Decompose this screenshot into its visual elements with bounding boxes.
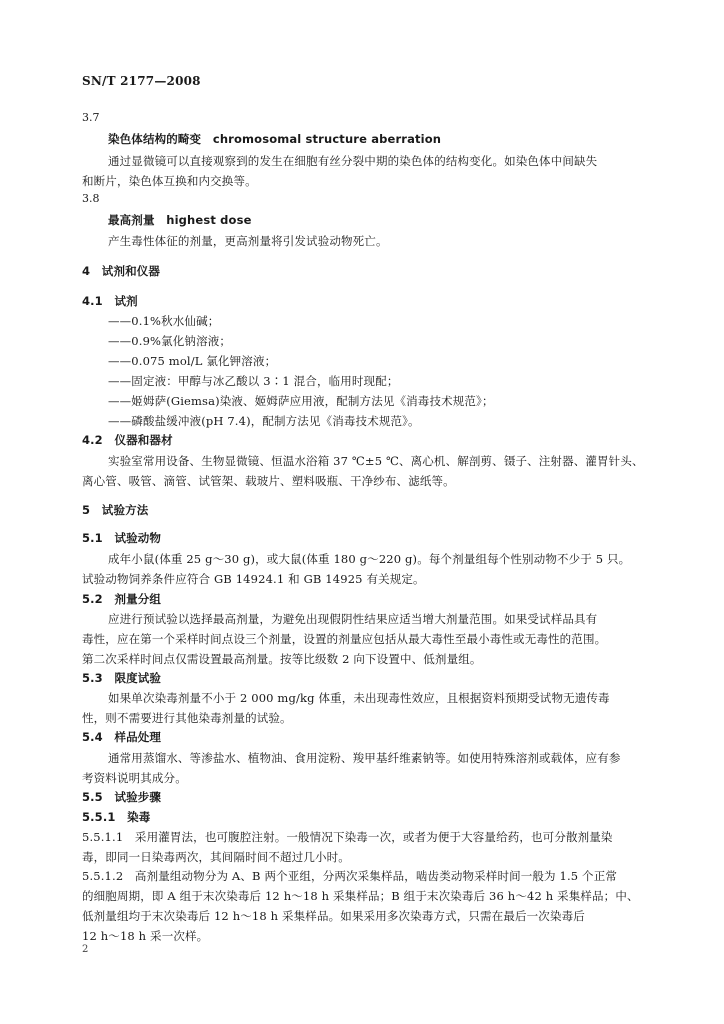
reagent-item: ——0.9%氯化钠溶液； (108, 334, 232, 348)
section-3-7-term: 染色体结构的畸变 chromosomal structure aberration (108, 132, 442, 146)
section-3-8-number: 3.8 (82, 192, 100, 205)
section-5-2-paragraph-line-1: 应进行预试验以选择最高剂量，为避免出现假阴性结果应适当增大剂量范围。如果受试样品具有 (108, 612, 598, 626)
reagent-item: ——磷酸盐缓冲液(pH 7.4)，配制方法见《消毒技术规范》。 (108, 414, 420, 428)
standard-number: SN/T 2177—2008 (82, 74, 201, 88)
section-5-5-1-1-line-1: 5.5.1.1 采用灌胃法，也可腹腔注射。一般情况下染毒一次，或者为便于大容量给药，也可分散剂量染 (82, 830, 613, 844)
section-3-7-definition-line-1: 通过显微镜可以直接观察到的发生在细胞有丝分裂中期的染色体的结构变化。如染色体中间缺失 (108, 154, 598, 168)
section-5-2-title: 5.2 剂量分组 (82, 592, 162, 606)
section-3-8-definition: 产生毒性体征的剂量，更高剂量将引发试验动物死亡。 (108, 234, 388, 248)
section-5-1-paragraph-line-1: 成年小鼠(体重 25 g～30 g)，或大鼠(体重 180 g～220 g)。每个剂量组每个性别动物不少于 5 只。 (108, 552, 631, 566)
section-4-title: 4 试剂和仪器 (82, 264, 161, 278)
section-5-3-paragraph-line-2: 性，则不需要进行其他染毒剂量的试验。 (82, 711, 292, 725)
reagent-item: ——0.1%秋水仙碱； (108, 314, 220, 328)
section-5-3-paragraph-line-1: 如果单次染毒剂量不小于 2 000 mg/kg 体重，未出现毒性效应，且根据资料预期受试物无遗传毒 (108, 691, 610, 705)
section-5-4-title: 5.4 样品处理 (82, 730, 162, 744)
section-5-4-paragraph-line-1: 通常用蒸馏水、等渗盐水、植物油、食用淀粉、羧甲基纤维素钠等。如使用特殊溶剂或载体，应有参 (108, 751, 621, 765)
section-5-2-paragraph-line-2: 毒性，应在第一个采样时间点设三个剂量，设置的剂量应包括从最大毒性至最小毒性或无毒性的范围。 (82, 632, 607, 646)
section-4-2-title: 4.2 仪器和器材 (82, 433, 173, 447)
section-5-4-paragraph-line-2: 考资料说明其成分。 (82, 771, 187, 785)
section-4-2-paragraph-line-1: 实验室常用设备、生物显微镜、恒温水浴箱 37 ℃±5 ℃、离心机、解剖剪、镊子、注射器、灌胃针头、 (108, 454, 644, 468)
section-5-5-1-2-line-2: 的细胞周期，即 A 组于末次染毒后 12 h～18 h 采集样品；B 组于末次染毒后 36 h～42 h 采集样品；中、 (82, 889, 639, 903)
section-4-1-title: 4.1 试剂 (82, 294, 138, 308)
section-3-7-number: 3.7 (82, 111, 100, 124)
section-5-5-1-1-line-2: 毒，即同一日染毒两次，其间隔时间不超过几小时。 (82, 850, 350, 864)
section-5-5-title: 5.5 试验步骤 (82, 790, 162, 804)
section-5-2-paragraph-line-3: 第二次采样时间点仅需设置最高剂量。按等比级数 2 向下设置中、低剂量组。 (82, 652, 482, 666)
section-5-1-title: 5.1 试验动物 (82, 531, 162, 545)
section-5-5-1-2-line-4: 12 h～18 h 采一次样。 (82, 929, 209, 943)
section-3-8-term: 最高剂量 highest dose (108, 213, 252, 227)
reagent-item: ——固定液：甲醇与冰乙酸以 3∶1 混合，临用时现配； (108, 374, 399, 388)
section-5-1-paragraph-line-2: 试验动物饲养条件应符合 GB 14924.1 和 GB 14925 有关规定。 (82, 572, 425, 586)
section-5-5-1-title: 5.5.1 染毒 (82, 810, 151, 824)
section-3-7-definition-line-2: 和断片，染色体互换和内交换等。 (82, 174, 257, 188)
section-4-2-paragraph-line-2: 离心管、吸管、滴管、试管架、载玻片、塑料吸瓶、干净纱布、滤纸等。 (82, 474, 455, 488)
page-number: 2 (82, 944, 89, 955)
section-5-3-title: 5.3 限度试验 (82, 671, 162, 685)
section-5-title: 5 试验方法 (82, 503, 149, 517)
section-5-5-1-2-line-3: 低剂量组均于末次染毒后 12 h～18 h 采集样品。如果采用多次染毒方式，只需在最后一次染毒后 (82, 909, 585, 923)
reagent-item: ——0.075 mol/L 氯化钾溶液； (108, 354, 277, 368)
reagent-item: ——姬姆萨(Giemsa)染液、姬姆萨应用液，配制方法见《消毒技术规范》； (108, 394, 494, 408)
section-5-5-1-2-line-1: 5.5.1.2 高剂量组动物分为 A、B 两个亚组，分两次采集样品，啮齿类动物采样时间一般为 1.5 个正常 (82, 869, 617, 883)
